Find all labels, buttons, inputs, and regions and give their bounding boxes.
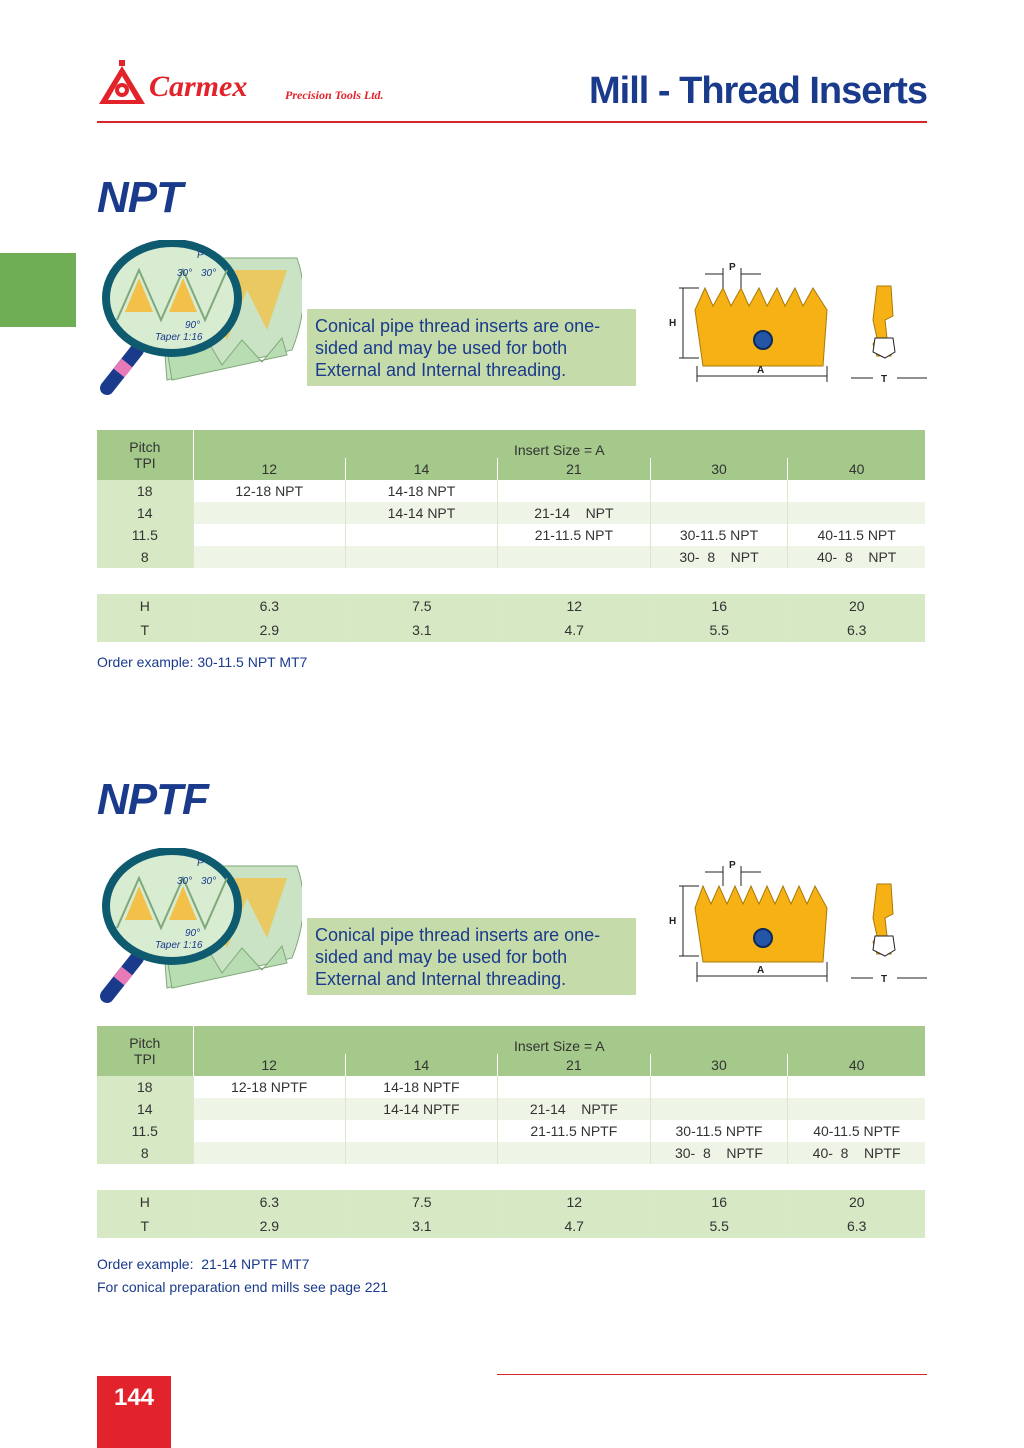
- table-row: [97, 1214, 925, 1238]
- thread-angle-bottom-label: 90°: [185, 320, 201, 331]
- dim-cell: 5.5: [650, 618, 788, 642]
- code-cell: [650, 502, 788, 524]
- table-row: [97, 546, 925, 568]
- insert-size-table: [97, 1026, 925, 1164]
- table-row: [97, 480, 925, 502]
- insert-h-label: H: [669, 916, 677, 927]
- description-line: Conical pipe thread inserts are one-: [315, 925, 601, 945]
- code-cell: 12-18 NPTF: [193, 1076, 345, 1098]
- code-cell: 21-11.5 NPT: [498, 524, 651, 546]
- code-cell: [193, 502, 345, 524]
- thread-taper-label: Taper 1:16: [155, 332, 203, 343]
- dim-cell: 7.5: [346, 1190, 498, 1214]
- tpi-cell: 8: [97, 1142, 193, 1164]
- code-cell: [193, 546, 345, 568]
- dim-cell: 3.1: [346, 1214, 498, 1238]
- dim-cell: 2.9: [193, 1214, 345, 1238]
- dim-cell: 5.5: [650, 1214, 788, 1238]
- insert-size-header: Insert Size = A: [193, 1026, 925, 1054]
- dim-cell: 4.7: [498, 618, 650, 642]
- description-line: External and Internal threading.: [315, 969, 567, 989]
- code-cell: 40- 8 NPTF: [788, 1142, 925, 1164]
- table-row: [97, 1076, 925, 1098]
- insert-t-label: T: [881, 974, 888, 985]
- thread-profile-illustration: [97, 848, 302, 1008]
- insert-size-header: Insert Size = A: [193, 430, 925, 458]
- code-cell: [498, 1076, 651, 1098]
- insert-a-label: A: [757, 365, 765, 376]
- thread-p-label: P: [197, 250, 204, 261]
- code-cell: [345, 546, 497, 568]
- code-cell: 30- 8 NPTF: [650, 1142, 788, 1164]
- dim-cell: 7.5: [346, 594, 498, 618]
- section-title-npt: NPT: [97, 173, 182, 222]
- code-cell: [498, 1142, 651, 1164]
- tpi-cell: 8: [97, 546, 193, 568]
- code-cell: 12-18 NPT: [193, 480, 345, 502]
- dimension-table: [97, 1190, 925, 1238]
- brand-name: Carmex: [149, 70, 248, 103]
- order-example: Order example: 21-14 NPTF MT7: [97, 1256, 310, 1272]
- code-cell: [498, 546, 651, 568]
- table-row: [97, 524, 925, 546]
- insert-h-label: H: [669, 318, 677, 329]
- table-row: [97, 1098, 925, 1120]
- code-cell: [345, 1142, 497, 1164]
- dimension-table: [97, 594, 925, 642]
- dim-label: H: [97, 594, 193, 618]
- dim-cell: 12: [498, 1190, 650, 1214]
- table-row: [97, 1120, 925, 1142]
- size-header: 30: [650, 458, 788, 480]
- table-row: [97, 1142, 925, 1164]
- table-row: [97, 618, 925, 642]
- section-tab: [0, 253, 76, 327]
- code-cell: [193, 524, 345, 546]
- code-cell: [193, 1142, 345, 1164]
- description-line: sided and may be used for both: [315, 947, 568, 967]
- code-cell: [345, 1120, 497, 1142]
- page-reference-note: For conical preparation end mills see page 221: [97, 1279, 389, 1295]
- size-header: 14: [345, 458, 497, 480]
- thread-angle-right-label: 30°: [201, 876, 217, 887]
- size-header: 12: [193, 1054, 345, 1076]
- tpi-cell: 18: [97, 1076, 193, 1098]
- thread-angle-bottom-label: 90°: [185, 928, 201, 939]
- dim-label: H: [97, 1190, 193, 1214]
- code-cell: 14-18 NPTF: [345, 1076, 497, 1098]
- code-cell: [788, 1076, 925, 1098]
- insert-size-table: [97, 430, 925, 568]
- page-number: 144: [97, 1376, 171, 1448]
- description-line: External and Internal threading.: [315, 360, 567, 380]
- thread-profile-illustration: [97, 240, 302, 400]
- size-header: 21: [498, 458, 651, 480]
- tpi-header: TPI: [133, 1051, 156, 1067]
- code-cell: 14-14 NPTF: [345, 1098, 497, 1120]
- insert-t-label: T: [881, 374, 888, 385]
- code-cell: 14-14 NPT: [345, 502, 497, 524]
- code-cell: 21-14 NPTF: [498, 1098, 651, 1120]
- table-row: [97, 594, 925, 618]
- brand-logo: [97, 60, 407, 110]
- dim-label: T: [97, 1214, 193, 1238]
- description-box: [307, 918, 636, 995]
- code-cell: 40- 8 NPT: [788, 546, 925, 568]
- description-box: [307, 309, 636, 386]
- dim-cell: 4.7: [498, 1214, 650, 1238]
- tpi-header: TPI: [133, 455, 156, 471]
- code-cell: [193, 1098, 345, 1120]
- code-cell: 40-11.5 NPT: [788, 524, 925, 546]
- page-title: Mill - Thread Inserts: [589, 70, 927, 112]
- dim-cell: 2.9: [193, 618, 345, 642]
- carmex-logo-icon: [97, 60, 147, 108]
- code-cell: [788, 480, 925, 502]
- code-cell: 14-18 NPT: [345, 480, 497, 502]
- insert-a-label: A: [757, 965, 765, 976]
- insert-dimension-drawing: [665, 258, 930, 388]
- thread-angle-left-label: 30°: [177, 876, 193, 887]
- size-header: 40: [788, 458, 925, 480]
- code-cell: 30-11.5 NPT: [650, 524, 788, 546]
- footer-rule: [497, 1374, 927, 1375]
- tpi-cell: 14: [97, 1098, 193, 1120]
- code-cell: [650, 1076, 788, 1098]
- size-header: 14: [345, 1054, 497, 1076]
- code-cell: 30-11.5 NPTF: [650, 1120, 788, 1142]
- size-header: 30: [650, 1054, 788, 1076]
- code-cell: [788, 1098, 925, 1120]
- dim-cell: 6.3: [193, 1190, 345, 1214]
- tpi-cell: 11.5: [97, 524, 193, 546]
- code-cell: 21-14 NPT: [498, 502, 651, 524]
- dim-cell: 16: [650, 1190, 788, 1214]
- dim-cell: 20: [788, 1190, 925, 1214]
- dim-cell: 12: [498, 594, 650, 618]
- order-example: Order example: 30-11.5 NPT MT7: [97, 654, 308, 670]
- thread-angle-right-label: 30°: [201, 268, 217, 279]
- brand-subtitle: Precision Tools Ltd.: [285, 88, 384, 102]
- description-line: sided and may be used for both: [315, 338, 568, 358]
- code-cell: [788, 502, 925, 524]
- tpi-cell: 18: [97, 480, 193, 502]
- code-cell: [345, 524, 497, 546]
- description-line: Conical pipe thread inserts are one-: [315, 316, 601, 336]
- insert-p-label: P: [729, 262, 736, 273]
- thread-angle-left-label: 30°: [177, 268, 193, 279]
- table-row: [97, 1190, 925, 1214]
- code-cell: [650, 1098, 788, 1120]
- size-header: 40: [788, 1054, 925, 1076]
- size-header: 21: [498, 1054, 651, 1076]
- pitch-header: Pitch: [129, 439, 161, 455]
- code-cell: [498, 480, 651, 502]
- code-cell: 30- 8 NPT: [650, 546, 788, 568]
- dim-cell: 6.3: [193, 594, 345, 618]
- dim-cell: 20: [788, 594, 925, 618]
- header-rule: [97, 121, 927, 123]
- size-header: 12: [193, 458, 345, 480]
- dim-cell: 6.3: [788, 618, 925, 642]
- thread-taper-label: Taper 1:16: [155, 940, 203, 951]
- tpi-cell: 11.5: [97, 1120, 193, 1142]
- insert-dimension-drawing: [665, 858, 930, 988]
- insert-p-label: P: [729, 860, 736, 871]
- pitch-header: Pitch: [129, 1035, 161, 1051]
- code-cell: [193, 1120, 345, 1142]
- code-cell: 21-11.5 NPTF: [498, 1120, 651, 1142]
- table-row: [97, 502, 925, 524]
- dim-cell: 16: [650, 594, 788, 618]
- tpi-cell: 14: [97, 502, 193, 524]
- dim-cell: 3.1: [346, 618, 498, 642]
- thread-p-label: P: [197, 858, 204, 869]
- dim-cell: 6.3: [788, 1214, 925, 1238]
- code-cell: [650, 480, 788, 502]
- section-title-nptf: NPTF: [97, 775, 208, 824]
- code-cell: 40-11.5 NPTF: [788, 1120, 925, 1142]
- dim-label: T: [97, 618, 193, 642]
